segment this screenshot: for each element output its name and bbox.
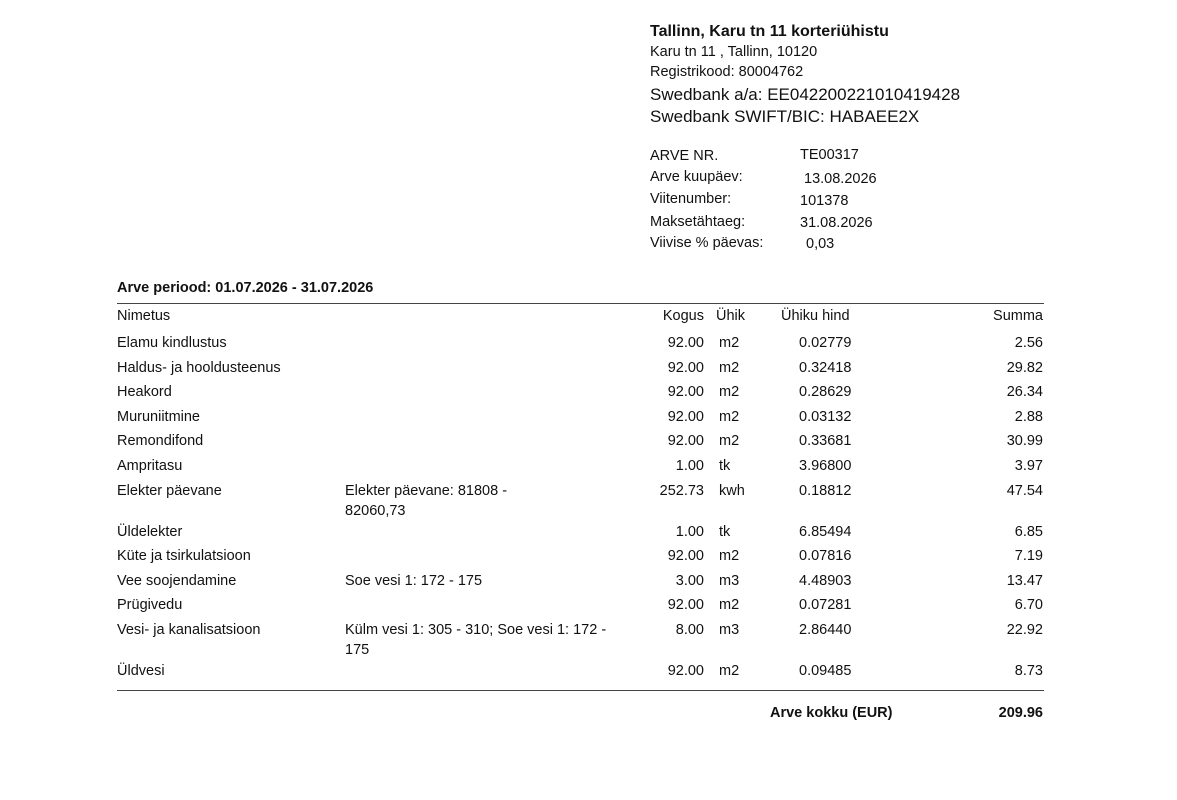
line-name: Heakord	[117, 384, 172, 400]
line-unit: m2	[719, 433, 740, 449]
line-unit: m3	[719, 573, 740, 589]
table-top-divider	[117, 303, 1044, 304]
line-unit-price: 2.86440	[799, 622, 852, 638]
line-note: Külm vesi 1: 305 - 310; Soe vesi 1: 172 - 175	[345, 622, 607, 658]
line-quantity: 252.73	[659, 483, 704, 499]
organization-name: Tallinn, Karu tn 11 korteriühistu	[650, 23, 889, 40]
line-name: Vee soojendamine	[117, 573, 237, 589]
due-date-label: Maksetähtaeg:	[650, 214, 746, 230]
line-unit-price: 6.85494	[799, 524, 852, 540]
line-quantity: 1.00	[675, 458, 704, 474]
line-quantity: 92.00	[667, 663, 704, 679]
total-label: Arve kokku (EUR)	[770, 705, 893, 721]
header-unit: Ühik	[716, 308, 746, 324]
line-unit-price: 3.96800	[799, 458, 852, 474]
line-unit: m2	[719, 384, 740, 400]
line-name: Muruniitmine	[117, 409, 200, 425]
bank-account: Swedbank a/a: EE042200221010419428	[650, 85, 961, 104]
reference-number-label: Viitenumber:	[650, 191, 732, 207]
line-note: Elekter päevane: 81808 - 82060,73	[345, 483, 508, 519]
due-date-value: 31.08.2026	[800, 215, 873, 231]
line-unit-price: 0.32418	[799, 360, 852, 376]
line-quantity: 92.00	[667, 384, 704, 400]
line-unit: tk	[719, 524, 731, 540]
line-sum: 2.88	[1014, 409, 1043, 425]
line-quantity: 92.00	[667, 597, 704, 613]
line-sum: 2.56	[1014, 335, 1043, 351]
line-quantity: 8.00	[675, 622, 704, 638]
organization-address: Karu tn 11 , Tallinn, 10120	[650, 44, 818, 60]
line-note: Soe vesi 1: 172 - 175	[345, 573, 483, 589]
header-sum: Summa	[993, 308, 1043, 324]
line-unit-price: 0.02779	[799, 335, 852, 351]
line-sum: 29.82	[1006, 360, 1043, 376]
line-quantity: 92.00	[667, 409, 704, 425]
line-name: Prügivedu	[117, 597, 183, 613]
line-unit-price: 4.48903	[799, 573, 852, 589]
line-sum: 6.85	[1014, 524, 1043, 540]
invoice-period: Arve periood: 01.07.2026 - 31.07.2026	[117, 280, 374, 296]
table-bottom-divider	[117, 690, 1044, 691]
line-unit: m2	[719, 663, 740, 679]
line-unit-price: 0.03132	[799, 409, 852, 425]
line-unit: m2	[719, 360, 740, 376]
line-quantity: 92.00	[667, 335, 704, 351]
line-sum: 8.73	[1014, 663, 1043, 679]
line-name: Haldus- ja hooldusteenus	[117, 360, 281, 376]
line-unit-price: 0.09485	[799, 663, 852, 679]
line-sum: 7.19	[1014, 548, 1043, 564]
line-name: Üldvesi	[117, 663, 165, 679]
penalty-rate-value: 0,03	[806, 236, 835, 252]
line-unit-price: 0.33681	[799, 433, 852, 449]
line-sum: 6.70	[1014, 597, 1043, 613]
line-sum: 30.99	[1006, 433, 1043, 449]
line-name: Remondifond	[117, 433, 204, 449]
line-quantity: 92.00	[667, 433, 704, 449]
line-unit: m3	[719, 622, 740, 638]
line-name: Üldelekter	[117, 524, 183, 540]
line-unit-price: 0.18812	[799, 483, 852, 499]
line-unit-price: 0.07816	[799, 548, 852, 564]
line-unit: m2	[719, 409, 740, 425]
line-name: Ampritasu	[117, 458, 183, 474]
line-unit-price: 0.07281	[799, 597, 852, 613]
line-sum: 26.34	[1006, 384, 1043, 400]
line-sum: 13.47	[1006, 573, 1043, 589]
line-unit: tk	[719, 458, 731, 474]
invoice-date-label: Arve kuupäev:	[650, 169, 743, 185]
line-unit: m2	[719, 548, 740, 564]
line-quantity: 92.00	[667, 360, 704, 376]
line-quantity: 1.00	[675, 524, 704, 540]
line-quantity: 3.00	[675, 573, 704, 589]
line-name: Küte ja tsirkulatsioon	[117, 548, 251, 564]
line-sum: 22.92	[1006, 622, 1043, 638]
line-name: Elekter päevane	[117, 483, 222, 499]
total-value: 209.96	[998, 705, 1043, 721]
line-unit: kwh	[719, 483, 745, 499]
registry-code: Registrikood: 80004762	[650, 64, 804, 80]
line-unit-price: 0.28629	[799, 384, 852, 400]
line-unit: m2	[719, 335, 740, 351]
invoice-number-value: TE00317	[800, 147, 859, 163]
line-sum: 3.97	[1014, 458, 1043, 474]
line-name: Elamu kindlustus	[117, 335, 227, 351]
reference-number-value: 101378	[800, 193, 849, 209]
header-quantity: Kogus	[662, 308, 704, 324]
swift-code: Swedbank SWIFT/BIC: HABAEE2X	[650, 107, 920, 126]
line-quantity: 92.00	[667, 548, 704, 564]
header-unit-price: Ühiku hind	[781, 308, 850, 324]
header-name: Nimetus	[117, 308, 171, 324]
invoice-number-label: ARVE NR.	[650, 148, 719, 164]
line-name: Vesi- ja kanalisatsioon	[117, 622, 261, 638]
penalty-rate-label: Viivise % päevas:	[650, 235, 764, 251]
line-sum: 47.54	[1006, 483, 1043, 499]
invoice-date-value: 13.08.2026	[804, 171, 877, 187]
line-unit: m2	[719, 597, 740, 613]
